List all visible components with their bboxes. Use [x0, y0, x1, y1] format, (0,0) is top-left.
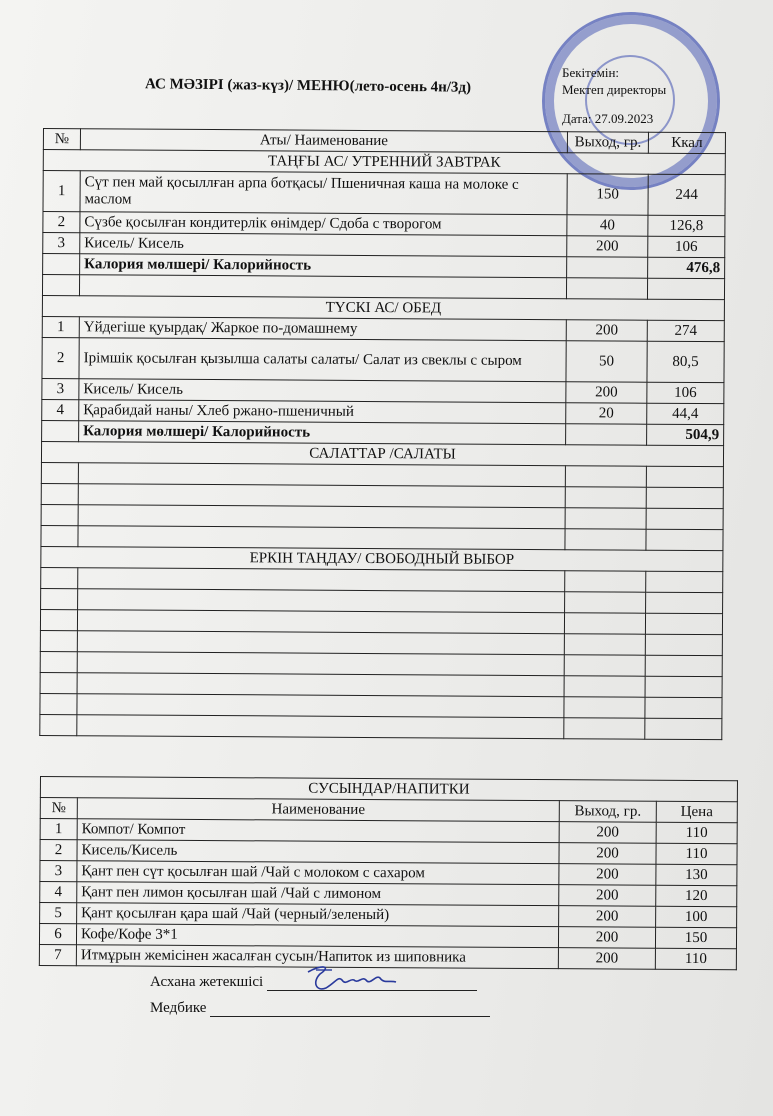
row-name: Қант қосылған қара шай /Чай (черный/зеленый) — [77, 903, 559, 927]
row-no: 2 — [40, 840, 77, 861]
total-label: Калория мөлшері/ Калорийность — [80, 254, 567, 278]
row-name: Кофе/Кофе 3*1 — [76, 924, 558, 948]
row-output: 200 — [559, 906, 656, 928]
row-no: 2 — [42, 337, 79, 378]
row-no: 4 — [42, 399, 79, 420]
row-name: Ірімшік қосылған қызылша салаты салаты/ Салат из свеклы с сыром — [79, 338, 566, 382]
row-price: 120 — [656, 885, 737, 906]
row-no: 3 — [42, 378, 79, 399]
row-no: 7 — [39, 944, 76, 965]
row-name: Компот/ Компот — [77, 819, 559, 843]
row-name: Итмұрын жемісінен жасалған сусын/Напиток из шиповника — [76, 945, 558, 969]
row-price: 130 — [656, 864, 737, 885]
row-output: 200 — [566, 382, 647, 403]
row-name: Қарабидай наны/ Хлеб ржано-пшеничный — [79, 400, 566, 424]
header-no: № — [40, 798, 77, 819]
row-output: 200 — [558, 927, 655, 949]
approval-block — [562, 64, 666, 127]
row-output: 200 — [559, 864, 656, 886]
row-no: 1 — [42, 316, 79, 337]
row-name: Кисель/ Кисель — [80, 233, 567, 257]
row-kcal: 274 — [647, 320, 724, 341]
menu-table — [39, 128, 726, 740]
row-name: Қант пен сүт қосылған шай /Чай с молоком с сахаром — [77, 861, 559, 885]
table-row — [43, 171, 725, 216]
row-name: Сүт пен май қосыллған арпа ботқасы/ Пшеничная каша на молоке с маслом — [80, 171, 567, 215]
empty-row — [40, 714, 722, 739]
row-output: 200 — [559, 885, 656, 907]
header-name: Аты/ Наименование — [80, 129, 567, 153]
chef-label: Асхана жетекшісі — [150, 974, 264, 990]
total-value: 476,8 — [648, 257, 725, 278]
row-output: 200 — [559, 822, 656, 844]
row-output: 200 — [567, 236, 648, 257]
row-price: 150 — [655, 927, 736, 948]
nurse-signature-line — [150, 1000, 490, 1017]
row-no: 3 — [43, 233, 80, 254]
drinks-title: СУСЫНДАР/НАПИТКИ — [40, 777, 737, 802]
drinks-table — [39, 776, 738, 970]
header-name: Наименование — [77, 798, 559, 822]
row-no: 1 — [43, 171, 80, 212]
row-name: Сүзбе қосылған кондитерлік өнімдер/ Сдоба с творогом — [80, 212, 567, 236]
row-name: Кисель/ Кисель — [79, 379, 566, 403]
document-title: АС МӘЗІРІ (жаз-күз)/ МЕНЮ(лето-осень 4н/3д) — [144, 76, 472, 96]
nurse-label: Медбике — [150, 1000, 207, 1016]
breakfast-title: ТАҢҒЫ АС/ УТРЕННИЙ ЗАВТРАК — [43, 150, 725, 175]
row-no: 6 — [39, 924, 76, 945]
row-output: 40 — [567, 215, 648, 236]
row-output: 20 — [566, 403, 647, 424]
header-price: Цена — [656, 801, 737, 822]
row-kcal: 244 — [648, 174, 725, 215]
approval-date: Дата: 27.09.2023 — [562, 111, 654, 126]
row-output: 200 — [559, 843, 656, 865]
header-no: № — [43, 129, 80, 150]
handwritten-signature — [302, 962, 402, 998]
salads-title: САЛАТТАР /САЛАТЫ — [41, 441, 723, 466]
row-kcal: 126,8 — [648, 215, 725, 236]
row-name: Үйдегіше қуырдақ/ Жаркое по-домашнему — [79, 317, 566, 341]
row-no: 2 — [43, 212, 80, 233]
row-kcal: 106 — [648, 236, 725, 257]
row-price: 100 — [656, 906, 737, 927]
header-output: Выход, гр. — [567, 132, 648, 153]
row-no: 4 — [40, 882, 77, 903]
row-output: 200 — [558, 948, 655, 970]
row-name: Кисель/Кисель — [77, 840, 559, 864]
total-value: 504,9 — [647, 424, 724, 445]
row-no: 5 — [40, 903, 77, 924]
approval-line-2: Мектеп директоры — [562, 82, 667, 97]
row-name: Қант пен лимон қосылған шай /Чай с лимоном — [77, 882, 559, 906]
row-no: 1 — [40, 819, 77, 840]
table-row — [42, 337, 724, 382]
header-output: Выход, гр. — [559, 801, 656, 823]
row-output: 200 — [566, 320, 647, 341]
free-choice-title: ЕРКІН ТАҢДАУ/ СВОБОДНЫЙ ВЫБОР — [41, 546, 723, 571]
row-kcal: 106 — [647, 382, 724, 403]
row-kcal: 44,4 — [647, 403, 724, 424]
row-output: 150 — [567, 174, 648, 215]
header-kcal: Ккал — [648, 132, 725, 153]
row-price: 110 — [656, 843, 737, 864]
row-output: 50 — [566, 341, 647, 382]
approval-line-1: Бекітемін: — [562, 65, 620, 80]
row-price: 110 — [656, 822, 737, 843]
total-label: Калория мөлшері/ Калорийность — [79, 421, 566, 445]
lunch-title: ТҮСКІ АС/ ОБЕД — [42, 295, 724, 320]
row-kcal: 80,5 — [647, 341, 724, 382]
row-no: 3 — [40, 861, 77, 882]
row-price: 110 — [655, 948, 736, 969]
